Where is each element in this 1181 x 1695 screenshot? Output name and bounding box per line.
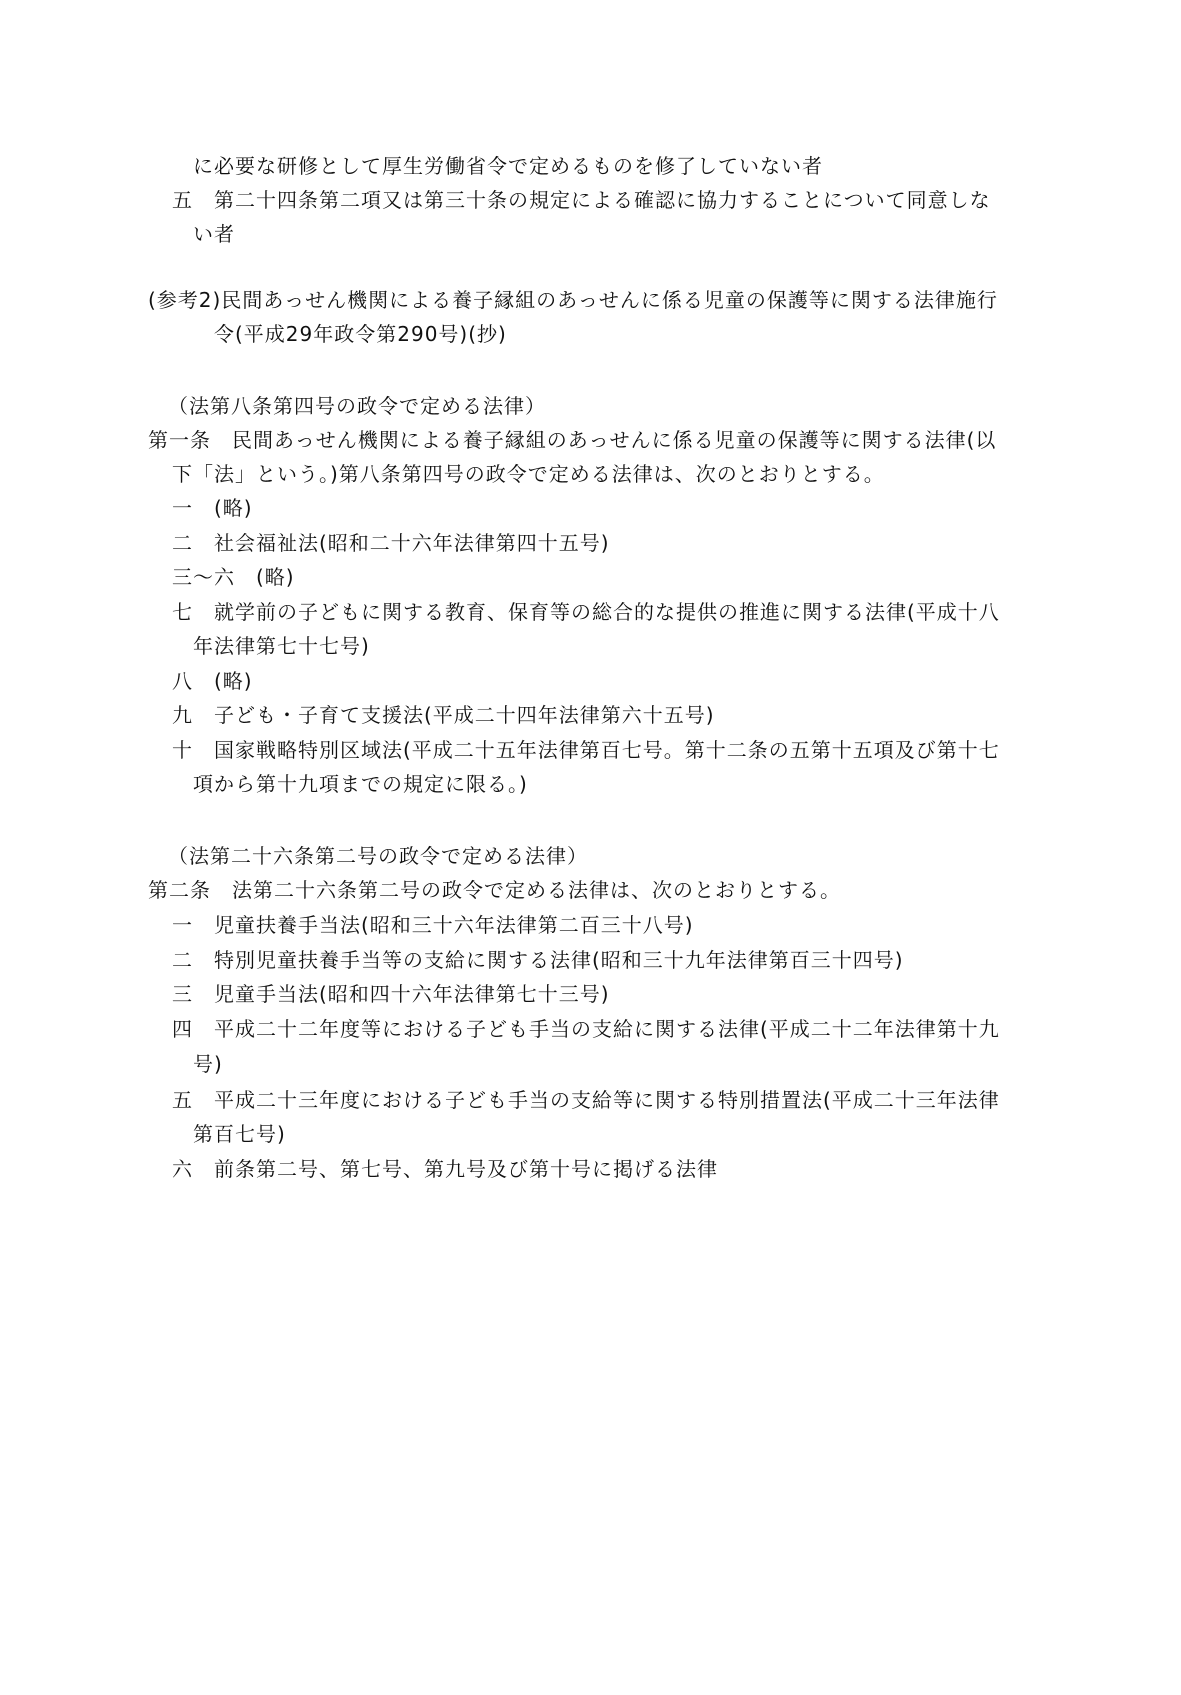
article-1-text-cont: 下「法」という。)第八条第四号の政令で定める法律は、次のとおりとする。: [172, 462, 885, 486]
list-item: 一 (略): [172, 496, 253, 520]
reference-heading: (参考2)民間あっせん機関による養子縁組のあっせんに係る児童の保護等に関する法律施行: [148, 288, 998, 312]
list-item: 二 特別児童扶養手当等の支給に関する法律(昭和三十九年法律第百三十四号): [172, 948, 904, 972]
article-1-text: 第一条 民間あっせん機関による養子縁組のあっせんに係る児童の保護等に関する法律(以: [148, 428, 997, 452]
text-line-01: に必要な研修として厚生労働省令で定めるものを修了していない者: [193, 154, 823, 178]
list-item-cont: 第百七号): [193, 1122, 286, 1146]
article-1-caption: （法第八条第四号の政令で定める法律）: [168, 394, 546, 418]
list-item-cont: 項から第十九項までの規定に限る。): [193, 772, 528, 796]
article-2-text: 第二条 法第二十六条第二号の政令で定める法律は、次のとおりとする。: [148, 878, 841, 902]
list-item-cont: 年法律第七十七号): [193, 634, 370, 658]
list-item: 一 児童扶養手当法(昭和三十六年法律第二百三十八号): [172, 913, 694, 937]
article-2-caption: （法第二十六条第二号の政令で定める法律）: [168, 844, 588, 868]
text-line-03: い者: [193, 222, 235, 246]
list-item: 四 平成二十二年度等における子ども手当の支給に関する法律(平成二十二年法律第十九: [172, 1017, 1000, 1041]
reference-heading-cont: 令(平成29年政令第290号)(抄): [214, 322, 507, 346]
list-item: 十 国家戦略特別区域法(平成二十五年法律第百七号。第十二条の五第十五項及び第十七: [172, 738, 1000, 762]
list-item: 六 前条第二号、第七号、第九号及び第十号に掲げる法律: [172, 1157, 718, 1181]
list-item-cont: 号): [193, 1052, 223, 1076]
list-item: 二 社会福祉法(昭和二十六年法律第四十五号): [172, 531, 610, 555]
list-item: 三〜六 (略): [172, 565, 295, 589]
list-item: 三 児童手当法(昭和四十六年法律第七十三号): [172, 982, 610, 1006]
text-line-02: 五 第二十四条第二項又は第三十条の規定による確認に協力することについて同意しな: [172, 188, 991, 212]
list-item: 七 就学前の子どもに関する教育、保育等の総合的な提供の推進に関する法律(平成十八: [172, 600, 1000, 624]
list-item: 八 (略): [172, 669, 253, 693]
list-item: 五 平成二十三年度における子ども手当の支給等に関する特別措置法(平成二十三年法律: [172, 1088, 1000, 1112]
list-item: 九 子ども・子育て支援法(平成二十四年法律第六十五号): [172, 703, 715, 727]
